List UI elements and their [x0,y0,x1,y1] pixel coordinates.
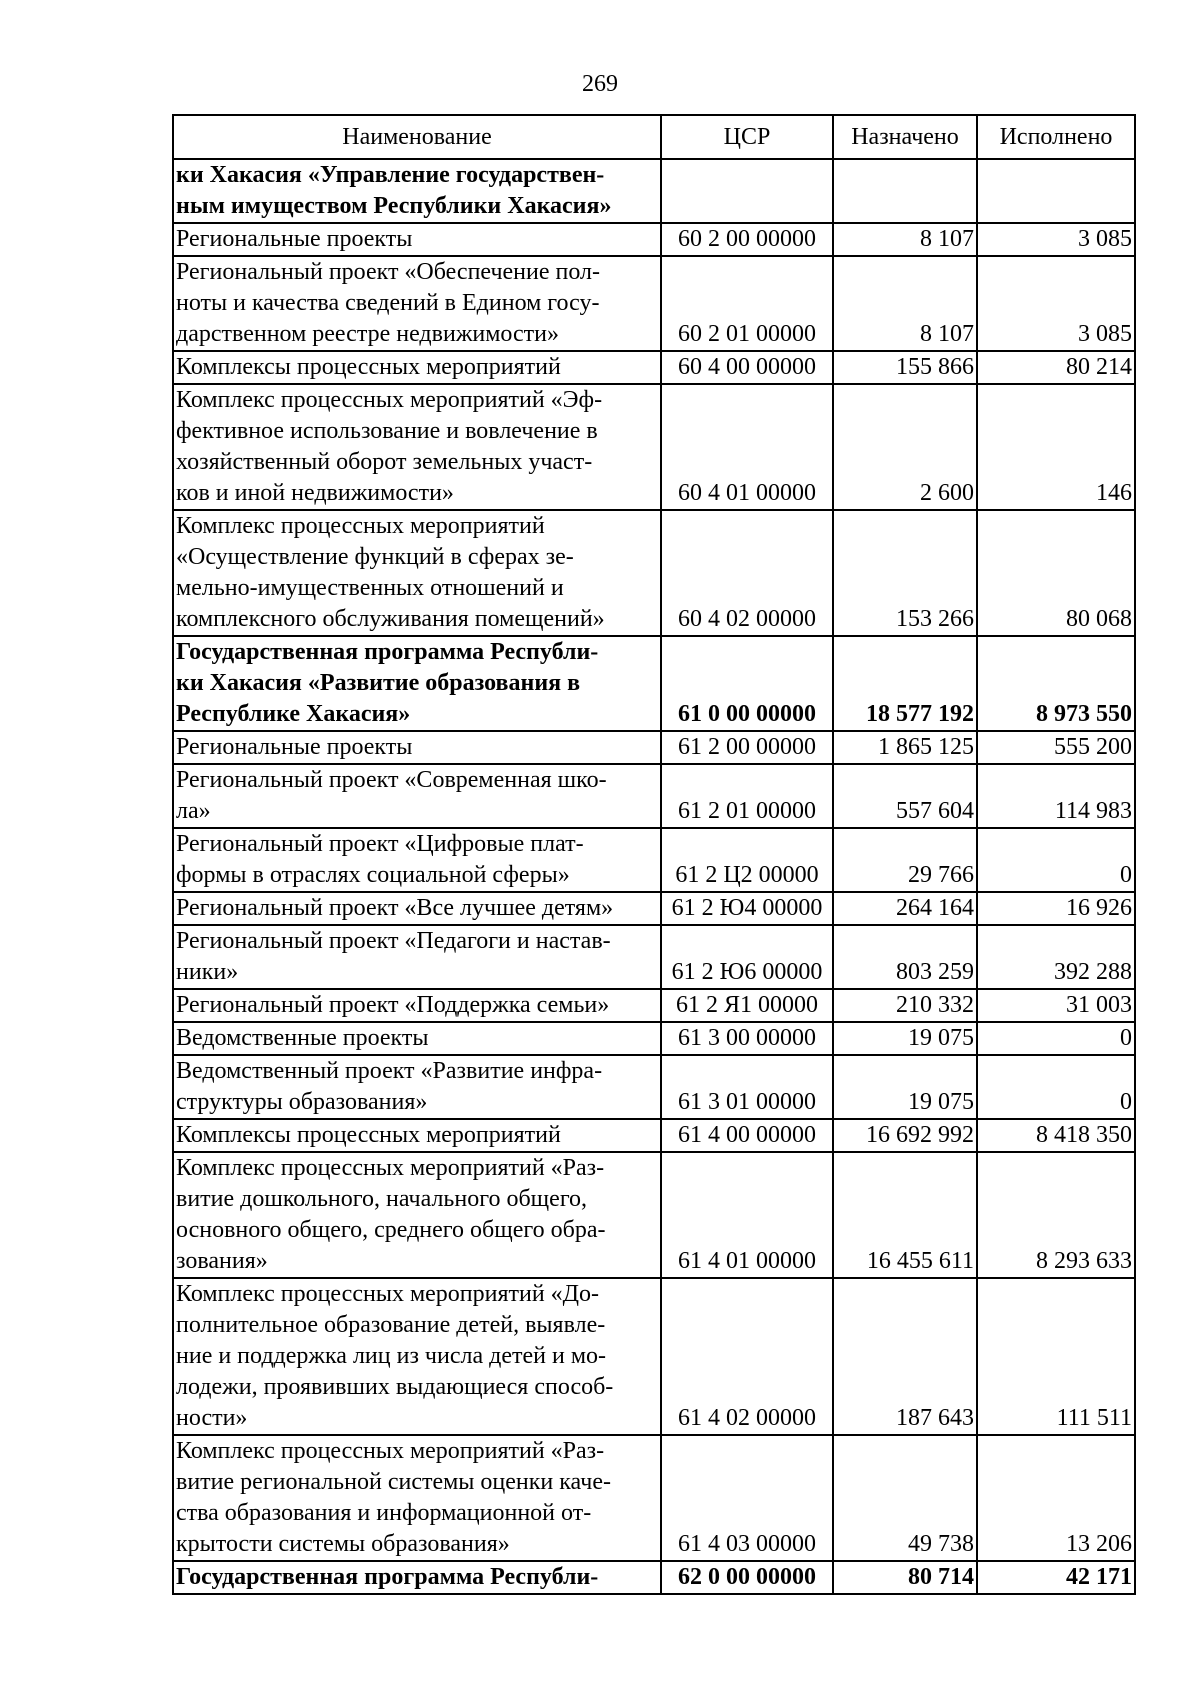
row-executed-cell: 0 [977,828,1135,892]
row-executed-cell: 146 [977,384,1135,510]
row-csr-cell: 61 4 01 00000 [661,1152,833,1278]
table-row [173,159,1135,223]
table-header-row [173,115,1135,159]
row-name-cell: Государственная программа Республи- [173,1561,661,1594]
row-executed-cell: 8 418 350 [977,1119,1135,1152]
row-name-cell: ки Хакасия «Управление государствен- ным имуществом Республики Хакасия» [173,159,661,223]
table-row [173,510,1135,636]
row-planned-cell: 153 266 [833,510,977,636]
row-name-cell: Региональные проекты [173,223,661,256]
table-row [173,1278,1135,1435]
table-row [173,989,1135,1022]
row-name-cell: Региональный проект «Цифровые плат- формы в отраслях социальной сферы» [173,828,661,892]
table-row [173,764,1135,828]
table-row [173,828,1135,892]
row-executed-cell: 3 085 [977,223,1135,256]
table-row [173,925,1135,989]
table-row [173,223,1135,256]
row-executed-cell: 555 200 [977,731,1135,764]
row-name-cell: Комплексы процессных мероприятий [173,1119,661,1152]
row-planned-cell: 49 738 [833,1435,977,1561]
row-planned-cell: 18 577 192 [833,636,977,731]
row-name-cell: Комплексы процессных мероприятий [173,351,661,384]
row-name-cell: Ведомственный проект «Развитие инфра- структуры образования» [173,1055,661,1119]
table-row [173,1152,1135,1278]
row-executed-cell: 0 [977,1055,1135,1119]
row-csr-cell: 60 2 00 00000 [661,223,833,256]
table-row [173,1561,1135,1594]
row-planned-cell: 16 455 611 [833,1152,977,1278]
row-executed-cell: 16 926 [977,892,1135,925]
row-name-cell: Государственная программа Республи- ки Хакасия «Развитие образования в Республике Хакасия» [173,636,661,731]
row-planned-cell: 2 600 [833,384,977,510]
row-planned-cell: 210 332 [833,989,977,1022]
row-name-cell: Региональный проект «Все лучшее детям» [173,892,661,925]
table-row [173,1435,1135,1561]
row-executed-cell: 31 003 [977,989,1135,1022]
row-executed-cell: 114 983 [977,764,1135,828]
row-csr-cell: 61 2 00 00000 [661,731,833,764]
row-name-cell: Ведомственные проекты [173,1022,661,1055]
row-csr-cell [661,159,833,223]
table-row [173,1055,1135,1119]
row-csr-cell: 60 4 00 00000 [661,351,833,384]
row-name-cell: Комплекс процессных мероприятий «Эф- фективное использование и вовлечение в хозяйственный оборот земельных участ- ков и иной недвижимости» [173,384,661,510]
row-executed-cell: 3 085 [977,256,1135,351]
row-planned-cell: 19 075 [833,1055,977,1119]
column-header-csr: ЦСР [661,115,833,159]
row-csr-cell: 61 2 Ц2 00000 [661,828,833,892]
row-csr-cell: 61 2 Ю6 00000 [661,925,833,989]
row-csr-cell: 61 2 Я1 00000 [661,989,833,1022]
row-csr-cell: 61 3 01 00000 [661,1055,833,1119]
table-row [173,384,1135,510]
table-row [173,1119,1135,1152]
row-executed-cell [977,159,1135,223]
row-name-cell: Региональный проект «Поддержка семьи» [173,989,661,1022]
row-planned-cell: 80 714 [833,1561,977,1594]
row-name-cell: Комплекс процессных мероприятий «Осуществление функций в сферах зе- мельно-имущественных отношений и комплексного обслуживания помещений» [173,510,661,636]
row-planned-cell: 187 643 [833,1278,977,1435]
row-name-cell: Комплекс процессных мероприятий «Раз- витие дошкольного, начального общего, основного общего, среднего общего обра- зования» [173,1152,661,1278]
budget-table [172,114,1136,1595]
row-executed-cell: 392 288 [977,925,1135,989]
row-planned-cell: 557 604 [833,764,977,828]
row-planned-cell: 264 164 [833,892,977,925]
row-name-cell: Комплекс процессных мероприятий «Раз- витие региональной системы оценки каче- ства образования и информационной от- крытости системы образования» [173,1435,661,1561]
table-row [173,892,1135,925]
row-csr-cell: 60 2 01 00000 [661,256,833,351]
column-header-executed: Исполнено [977,115,1135,159]
row-executed-cell: 42 171 [977,1561,1135,1594]
row-name-cell: Региональный проект «Обеспечение пол- ноты и качества сведений в Едином госу- дарственном реестре недвижимости» [173,256,661,351]
row-planned-cell: 155 866 [833,351,977,384]
row-csr-cell: 61 4 00 00000 [661,1119,833,1152]
row-name-cell: Региональный проект «Современная шко- ла» [173,764,661,828]
row-executed-cell: 111 511 [977,1278,1135,1435]
row-executed-cell: 8 293 633 [977,1152,1135,1278]
row-planned-cell: 16 692 992 [833,1119,977,1152]
row-csr-cell: 61 2 Ю4 00000 [661,892,833,925]
table-row [173,1022,1135,1055]
row-executed-cell: 80 214 [977,351,1135,384]
row-planned-cell: 19 075 [833,1022,977,1055]
row-csr-cell: 60 4 02 00000 [661,510,833,636]
row-planned-cell: 803 259 [833,925,977,989]
row-executed-cell: 8 973 550 [977,636,1135,731]
row-executed-cell: 0 [977,1022,1135,1055]
row-csr-cell: 60 4 01 00000 [661,384,833,510]
column-header-name: Наименование [173,115,661,159]
row-planned-cell: 8 107 [833,223,977,256]
page-number: 269 [582,71,618,97]
row-csr-cell: 61 3 00 00000 [661,1022,833,1055]
row-csr-cell: 61 0 00 00000 [661,636,833,731]
table-row [173,731,1135,764]
row-executed-cell: 13 206 [977,1435,1135,1561]
row-planned-cell: 29 766 [833,828,977,892]
table-row [173,351,1135,384]
row-name-cell: Комплекс процессных мероприятий «До- полнительное образование детей, выявле- ние и поддержка лиц из числа детей и мо- лодежи, проявивших выдающиеся способ- ности» [173,1278,661,1435]
row-name-cell: Региональные проекты [173,731,661,764]
row-csr-cell: 61 4 02 00000 [661,1278,833,1435]
row-planned-cell: 1 865 125 [833,731,977,764]
row-planned-cell [833,159,977,223]
row-csr-cell: 62 0 00 00000 [661,1561,833,1594]
row-csr-cell: 61 2 01 00000 [661,764,833,828]
row-name-cell: Региональный проект «Педагоги и настав- ники» [173,925,661,989]
column-header-planned: Назначено [833,115,977,159]
table-row [173,636,1135,731]
row-planned-cell: 8 107 [833,256,977,351]
table-row [173,256,1135,351]
row-csr-cell: 61 4 03 00000 [661,1435,833,1561]
row-executed-cell: 80 068 [977,510,1135,636]
